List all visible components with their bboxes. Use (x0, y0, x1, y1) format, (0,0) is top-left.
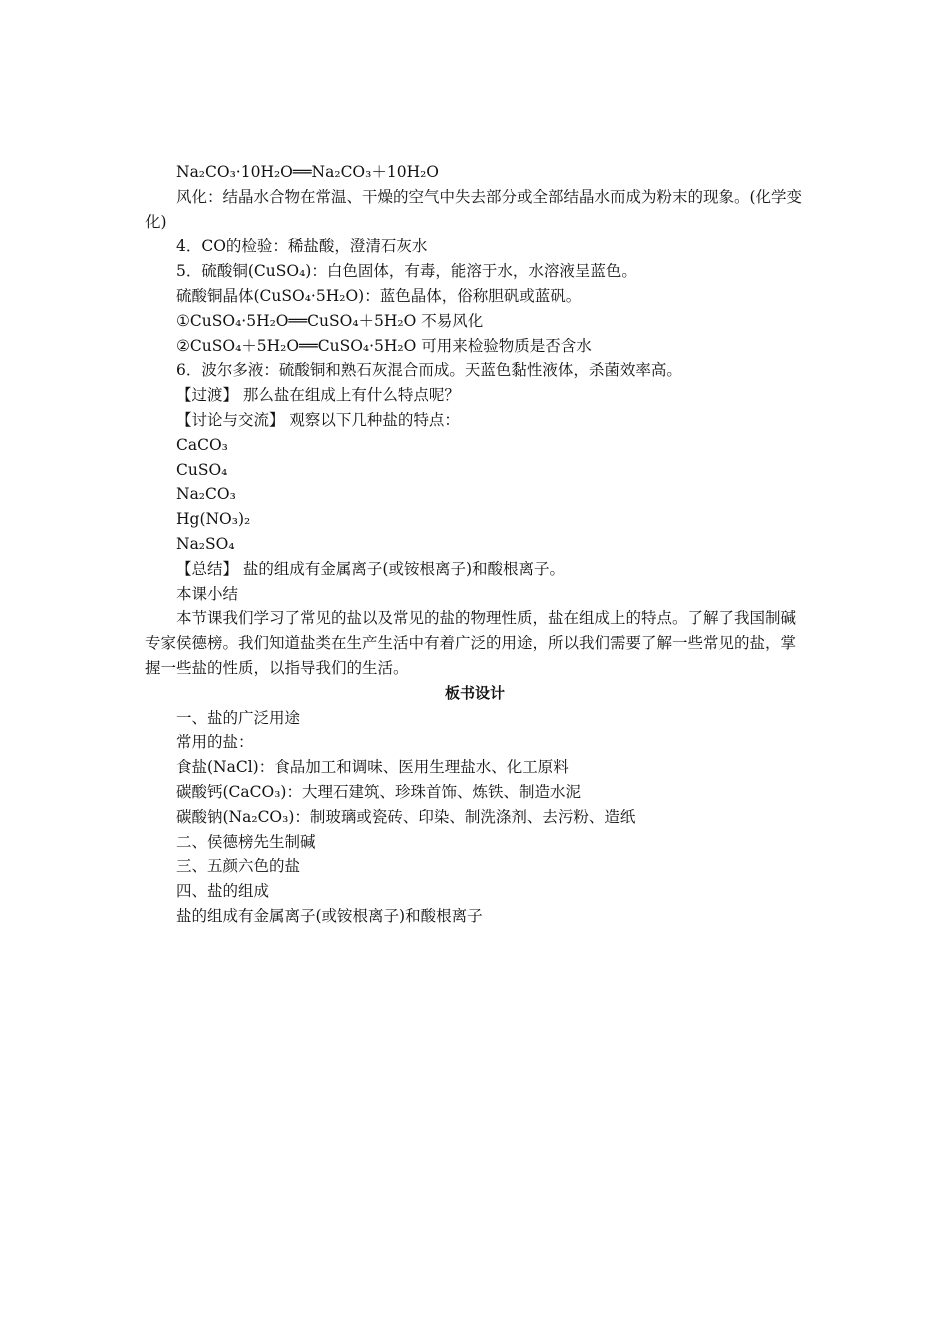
salt-formula: Hg(NO₃)₂ (176, 510, 251, 529)
board-item: 碳酸钙(CaCO₃)：大理石建筑、珍珠首饰、炼铁、制造水泥 (176, 782, 581, 801)
salt-formula: CuSO₄ (176, 460, 228, 479)
transition: 【过渡】 那么盐在组成上有什么特点呢？ (176, 386, 460, 405)
board-item: 三、五颜六色的盐 (176, 857, 301, 876)
copper-sulfate-crystal: 硫酸铜晶体(CuSO₄·5H₂O)：蓝色晶体，俗称胆矾或蓝矾。 (176, 286, 582, 305)
summary: 【总结】 盐的组成有金属离子(或铵根离子)和酸根离子。 (176, 559, 566, 578)
board-item: 四、盐的组成 (176, 882, 270, 901)
board-item: 碳酸钠(Na₂CO₃)：制玻璃或瓷砖、印染、制洗涤剂、去污粉、造纸 (176, 807, 636, 826)
bordeaux-mixture: 6．波尔多液：硫酸铜和熟石灰混合而成。天蓝色黏性液体，杀菌效率高。 (176, 361, 682, 380)
discussion: 【讨论与交流】 观察以下几种盐的特点： (176, 410, 460, 429)
salt-formula: Na₂SO₄ (176, 534, 235, 553)
board-item: 一、盐的广泛用途 (176, 708, 301, 727)
board-item: 常用的盐： (176, 733, 254, 752)
board-item: 盐的组成有金属离子(或铵根离子)和酸根离子 (176, 906, 483, 925)
co-test: 4．CO的检验：稀盐酸，澄清石灰水 (176, 237, 428, 256)
lesson-summary-heading: 本课小结 (176, 584, 239, 603)
salt-formula: CaCO₃ (176, 435, 228, 454)
board-item: 食盐(NaCl)：食品加工和调味、医用生理盐水、化工原料 (176, 758, 569, 777)
equation-weathering: Na₂CO₃·10H₂O══Na₂CO₃＋10H₂O (176, 163, 440, 181)
weathering-definition: 风化：结晶水合物在常温、干燥的空气中失去部分或全部结晶水而成为粉末的现象。(化学变化) (145, 187, 803, 231)
salt-formula: Na₂CO₃ (176, 485, 236, 504)
lesson-summary-paragraph: 本节课我们学习了常见的盐以及常见的盐的物理性质，盐在组成上的特点。了解了我国制碱专家侯德榜。我们知道盐类在生产生活中有着广泛的用途，所以我们需要了解一些常见的盐，掌握一些盐的性质，以指导我们的生活。 (145, 609, 797, 677)
document-body (145, 160, 805, 929)
board-item: 二、侯德榜先生制碱 (176, 832, 316, 851)
equation-1: ①CuSO₄·5H₂O══CuSO₄＋5H₂O 不易风化 (176, 311, 484, 330)
board-design-title: 板书设计 (444, 683, 505, 702)
copper-sulfate: 5．硫酸铜(CuSO₄)：白色固体，有毒，能溶于水，水溶液呈蓝色。 (176, 262, 637, 281)
equation-2: ②CuSO₄＋5H₂O══CuSO₄·5H₂O 可用来检验物质是否含水 (176, 336, 592, 355)
